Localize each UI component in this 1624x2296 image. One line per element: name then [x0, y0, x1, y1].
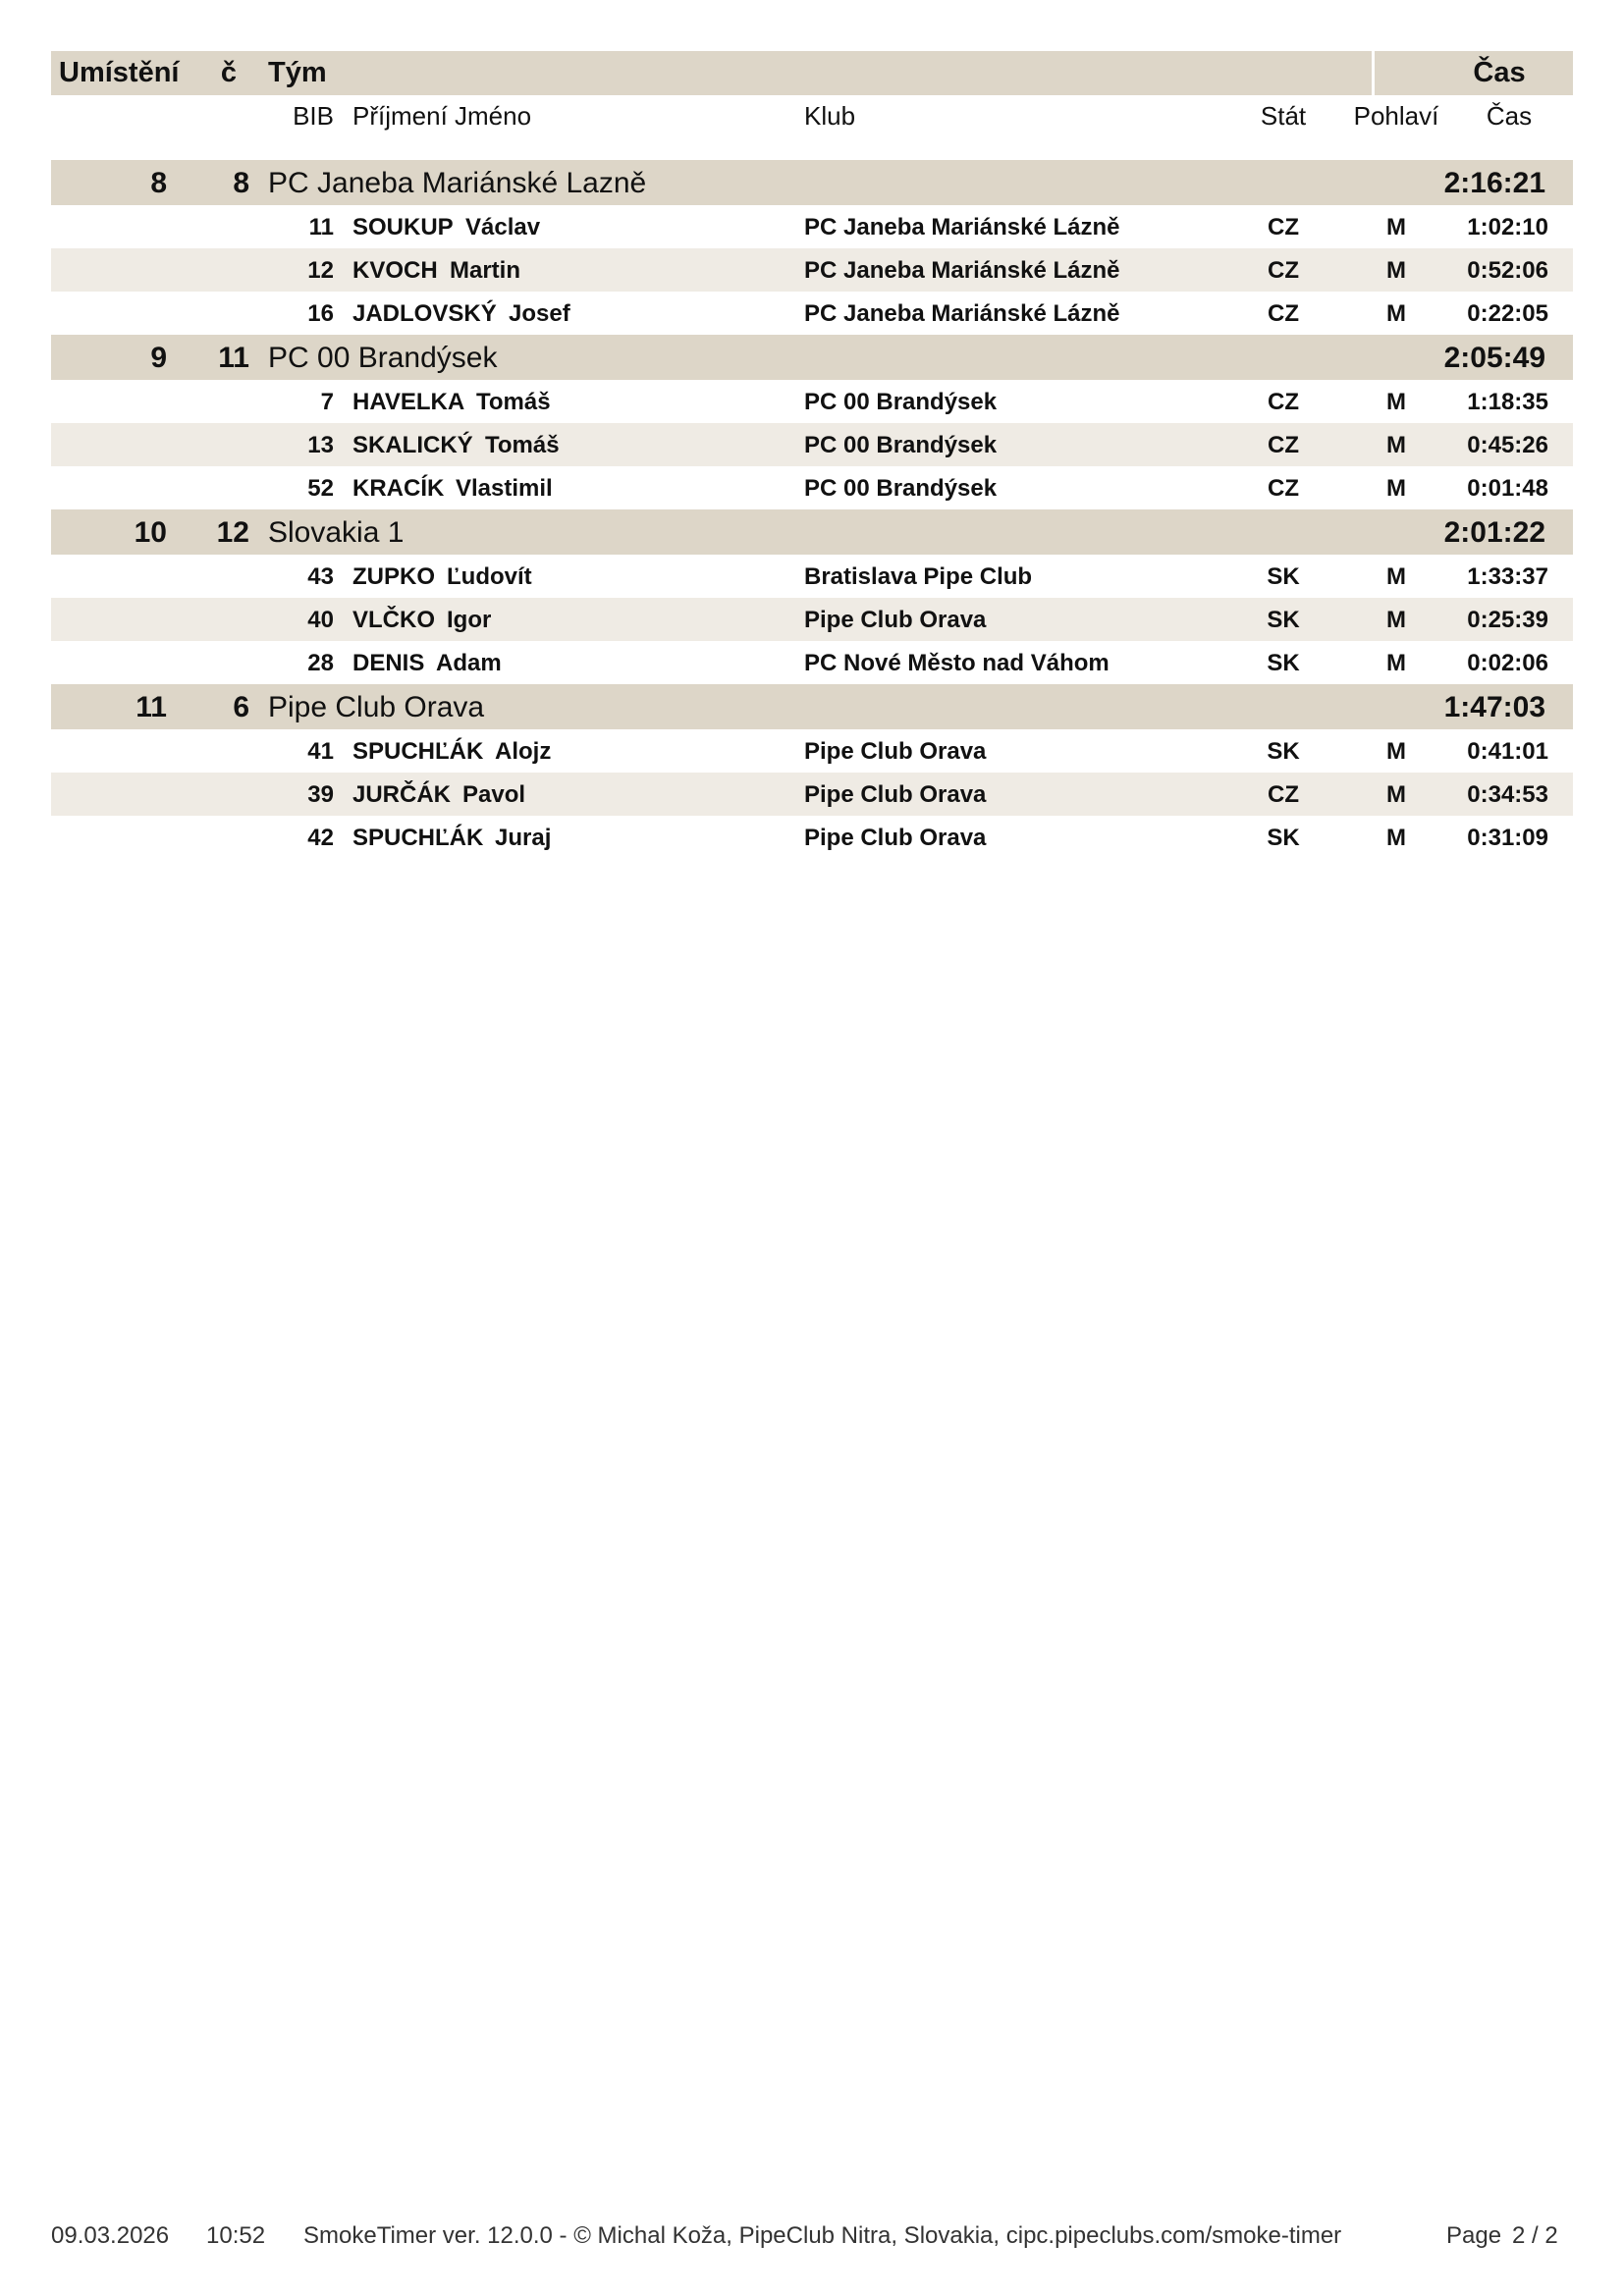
member-club: PC Janeba Mariánské Lázně — [804, 214, 1120, 240]
member-time: 0:22:05 — [1467, 300, 1548, 327]
member-time: 0:02:06 — [1467, 650, 1548, 676]
member-club: Pipe Club Orava — [804, 825, 987, 851]
member-surname: KRACÍK — [352, 475, 445, 502]
member-row — [51, 380, 1573, 423]
team-rank: 10 — [134, 516, 167, 549]
member-surname: SOUKUP — [352, 214, 454, 240]
member-first-name: Pavol — [462, 781, 526, 808]
team-name: PC 00 Brandýsek — [268, 342, 498, 374]
team-row — [51, 160, 1573, 205]
member-gender: M — [1386, 257, 1406, 284]
member-club: PC Nové Město nad Váhom — [804, 650, 1110, 676]
member-first-name: Václav — [465, 214, 541, 240]
team-row — [51, 684, 1573, 729]
member-first-name: Josef — [509, 300, 570, 327]
member-first-name: Igor — [447, 607, 492, 633]
member-time: 1:33:37 — [1467, 563, 1548, 590]
member-time: 0:31:09 — [1467, 825, 1548, 851]
member-first-name: Adam — [436, 650, 502, 676]
header-team: Tým — [268, 57, 327, 88]
team-time: 2:16:21 — [1443, 167, 1545, 199]
member-row — [51, 205, 1573, 248]
member-gender: M — [1386, 650, 1406, 676]
member-gender: M — [1386, 475, 1406, 502]
member-country: CZ — [1268, 214, 1299, 240]
header-rank: Umístění — [59, 57, 180, 88]
member-bib: 39 — [307, 781, 334, 808]
member-gender: M — [1386, 300, 1406, 327]
member-country: CZ — [1268, 781, 1299, 808]
member-row — [51, 555, 1573, 598]
member-row — [51, 641, 1573, 684]
member-surname: SKALICKÝ — [352, 432, 473, 458]
member-club: Pipe Club Orava — [804, 781, 987, 808]
member-time: 0:52:06 — [1467, 257, 1548, 284]
member-bib: 16 — [307, 300, 334, 327]
member-time: 0:45:26 — [1467, 432, 1548, 458]
team-name: PC Janeba Mariánské Lazně — [268, 167, 647, 199]
footer-credits: SmokeTimer ver. 12.0.0 - © Michal Koža, PipeClub Nitra, Slovakia, cipc.pipeclubs.com/smoke-timer — [303, 2222, 1342, 2249]
member-bib: 12 — [307, 257, 334, 284]
member-country: SK — [1267, 607, 1300, 633]
member-bib: 11 — [308, 214, 334, 240]
member-time: 0:01:48 — [1467, 475, 1548, 502]
member-surname: JURČÁK — [352, 781, 452, 808]
member-surname: KVOCH — [352, 257, 438, 284]
header-bib: BIB — [293, 101, 334, 131]
member-gender: M — [1386, 563, 1406, 590]
member-gender: M — [1386, 738, 1406, 765]
member-club: PC 00 Brandýsek — [804, 432, 998, 458]
member-row — [51, 729, 1573, 773]
header-team-time: Čas — [1473, 57, 1526, 88]
header-club: Klub — [804, 101, 856, 131]
team-rank: 9 — [150, 342, 167, 374]
member-first-name: Tomáš — [476, 389, 551, 415]
team-name: Pipe Club Orava — [268, 691, 485, 723]
results-page — [51, 51, 1573, 859]
footer-time: 10:52 — [206, 2222, 266, 2249]
member-country: CZ — [1268, 389, 1299, 415]
member-country: SK — [1267, 825, 1300, 851]
member-club: Pipe Club Orava — [804, 738, 987, 765]
member-surname: ZUPKO — [352, 563, 435, 590]
member-row — [51, 598, 1573, 641]
team-time: 2:01:22 — [1443, 516, 1545, 549]
member-club: PC Janeba Mariánské Lázně — [804, 257, 1120, 284]
team-rank: 11 — [135, 691, 167, 723]
header-no: č — [220, 57, 238, 88]
member-country: CZ — [1268, 475, 1299, 502]
member-row — [51, 773, 1573, 816]
member-row — [51, 816, 1573, 859]
team-number: 11 — [218, 342, 249, 374]
team-name: Slovakia 1 — [268, 516, 405, 549]
member-gender: M — [1386, 607, 1406, 633]
member-club: PC 00 Brandýsek — [804, 389, 998, 415]
footer-page-label: Page — [1446, 2222, 1502, 2249]
footer-page-value: 2 / 2 — [1512, 2222, 1558, 2249]
header-name: Příjmení Jméno — [352, 101, 532, 131]
member-gender: M — [1386, 214, 1406, 240]
header-time: Čas — [1486, 101, 1533, 131]
team-row — [51, 335, 1573, 380]
member-country: SK — [1267, 563, 1300, 590]
member-club: Bratislava Pipe Club — [804, 563, 1033, 590]
member-bib: 40 — [307, 607, 334, 633]
member-bib: 7 — [320, 389, 334, 415]
member-country: CZ — [1268, 300, 1299, 327]
team-rank: 8 — [150, 167, 167, 199]
footer-date: 09.03.2026 — [51, 2222, 170, 2249]
header-row-team — [51, 51, 1573, 95]
member-surname: HAVELKA — [352, 389, 465, 415]
member-country: SK — [1267, 738, 1300, 765]
header-gender: Pohlaví — [1353, 101, 1439, 131]
member-row — [51, 423, 1573, 466]
team-row — [51, 509, 1573, 555]
page-footer — [51, 2222, 1573, 2254]
member-bib: 42 — [307, 825, 334, 851]
results-table — [51, 160, 1573, 859]
member-surname: SPUCHĽÁK — [352, 825, 484, 851]
member-surname: JADLOVSKÝ — [352, 300, 497, 327]
member-first-name: Alojz — [495, 738, 552, 765]
member-first-name: Martin — [450, 257, 520, 284]
member-gender: M — [1386, 389, 1406, 415]
member-club: PC Janeba Mariánské Lázně — [804, 300, 1120, 327]
member-gender: M — [1386, 781, 1406, 808]
member-first-name: Ľudovít — [447, 563, 532, 590]
team-number: 8 — [233, 167, 249, 199]
team-number: 6 — [233, 691, 249, 723]
member-time: 0:41:01 — [1467, 738, 1548, 765]
member-surname: SPUCHĽÁK — [352, 738, 484, 765]
member-row — [51, 292, 1573, 335]
member-surname: VLČKO — [352, 607, 435, 633]
member-gender: M — [1386, 825, 1406, 851]
member-row — [51, 466, 1573, 509]
member-time: 1:18:35 — [1467, 389, 1548, 415]
member-time: 0:34:53 — [1467, 781, 1548, 808]
member-country: SK — [1267, 650, 1300, 676]
team-time: 1:47:03 — [1443, 691, 1545, 723]
member-first-name: Vlastimil — [456, 475, 553, 502]
member-row — [51, 248, 1573, 292]
team-number: 12 — [216, 516, 249, 549]
member-surname: DENIS — [352, 650, 425, 676]
member-bib: 13 — [307, 432, 334, 458]
header-row-member — [51, 95, 1573, 136]
member-time: 1:02:10 — [1467, 214, 1548, 240]
member-bib: 41 — [307, 738, 334, 765]
member-bib: 28 — [307, 650, 334, 676]
member-gender: M — [1386, 432, 1406, 458]
member-club: Pipe Club Orava — [804, 607, 987, 633]
header-country: Stát — [1260, 101, 1307, 131]
member-bib: 43 — [307, 563, 334, 590]
team-time: 2:05:49 — [1443, 342, 1545, 374]
member-country: CZ — [1268, 257, 1299, 284]
member-first-name: Juraj — [495, 825, 552, 851]
member-club: PC 00 Brandýsek — [804, 475, 998, 502]
member-time: 0:25:39 — [1467, 607, 1548, 633]
member-country: CZ — [1268, 432, 1299, 458]
header-separator — [1372, 51, 1375, 95]
member-bib: 52 — [307, 475, 334, 502]
member-first-name: Tomáš — [485, 432, 560, 458]
